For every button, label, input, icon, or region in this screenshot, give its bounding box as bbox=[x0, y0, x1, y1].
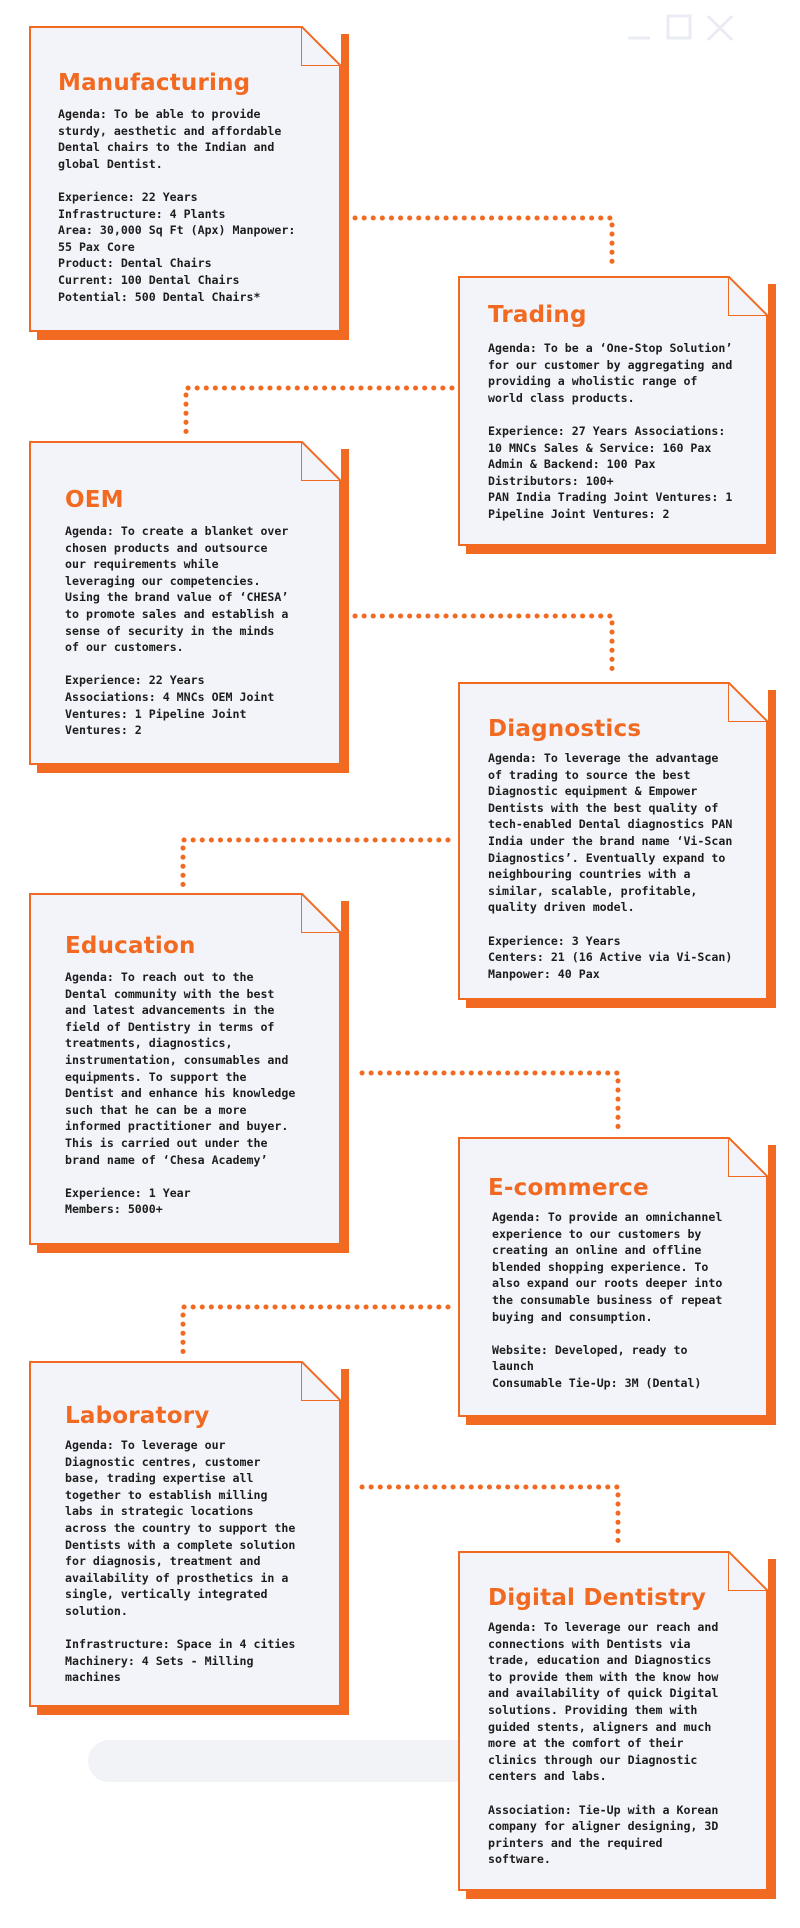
card-title: E-commerce bbox=[488, 1175, 649, 1201]
card-body: Agenda: To leverage the advantage of trading to source the best Diagnostic equipment & Empower Dentists with the best quality of tech-enabled Dental diagnostics PAN India under the brand name ‘Vi-Scan Diagnostics’. Eventually expand to neighbouring countries with a similar, scalable, profitable, quality driven model. Experience: 3 Years Centers: 21 (16 Active via Vi-Scan) Manpower: 40 Pax bbox=[488, 751, 733, 981]
card-title: Digital Dentistry bbox=[488, 1585, 707, 1611]
card-title: Diagnostics bbox=[488, 716, 642, 742]
connector-3 bbox=[355, 616, 612, 674]
page-fold-icon bbox=[301, 1361, 341, 1401]
connector-7 bbox=[362, 1487, 618, 1544]
card-body: Agenda: To be a ‘One-Stop Solution’ for our customer by aggregating and providing a wholistic range of world class products. Experience: 27 Years Associations: 10 MNCs Sales & Service: 160 Pax Admin & Backend: 100 Pax Distributors: 100+ PAN India Trading Joint Ventures: 1 Pipeline Joint Ventures: 2 bbox=[488, 341, 733, 521]
card-manufacturing bbox=[29, 26, 341, 332]
connector-5 bbox=[362, 1073, 618, 1130]
page-fold-icon bbox=[728, 1551, 768, 1591]
card-title: Laboratory bbox=[65, 1403, 210, 1429]
card-body: Agenda: To leverage our Diagnostic centres, customer base, trading expertise all together to establish milling labs in strategic locations across the country to support the Dentists with a complete solution for diagnosis, treatment and availability of prosthetics in a single, vertically integrated solution. Infrastructure: Space in 4 cities Machinery: 4 Sets - Milling machines bbox=[65, 1438, 296, 1685]
connector-6 bbox=[183, 1307, 448, 1352]
card-diagnostics bbox=[458, 682, 768, 1000]
card-body: Agenda: To leverage our reach and connections with Dentists via trade, education and Diagnostics to provide them with the know how and availability of quick Digital solutions. Providing them with guided stents, aligners and much more at the comfort of their clinics through our Diagnostic centers and labs. Association: Tie-Up with a Korean company for aligner designing, 3D printers and the required software. bbox=[488, 1620, 719, 1867]
card-trading bbox=[458, 276, 768, 546]
connector-2 bbox=[186, 388, 452, 434]
card-oem bbox=[29, 441, 341, 765]
page-fold-icon bbox=[301, 441, 341, 481]
card-body: Agenda: To reach out to the Dental community with the best and latest advancements in the field of Dentistry in terms of treatments, diagnostics, instrumentation, consumables and equipments. To support the Dentist and enhance his knowledge such that he can be a more informed practitioner and buyer. This is carried out under the brand name of ‘Chesa Academy’ Experience: 1 Year Members: 5000+ bbox=[65, 970, 296, 1217]
card-title: Manufacturing bbox=[58, 70, 251, 96]
card-body: Agenda: To create a blanket over chosen products and outsource our requirements while leveraging our competencies. Using the brand value of ‘CHESA’ to promote sales and establish a sense of security in the minds of our customers. Experience: 22 Years Associations: 4 MNCs OEM Joint Ventures: 1 Pipeline Joint Ventures: 2 bbox=[65, 524, 289, 738]
connector-1 bbox=[355, 218, 612, 266]
card-title: Trading bbox=[488, 302, 587, 328]
card-e-commerce bbox=[458, 1137, 768, 1417]
page-fold-icon bbox=[728, 276, 768, 316]
card-body: Agenda: To provide an omnichannel experience to our customers by creating an online and offline blended shopping experience. To also expand our roots deeper into the consumable business of repeat buying and consumption. Website: Developed, ready to launch Consumable Tie-Up: 3M (Dental) bbox=[492, 1210, 723, 1390]
card-title: Education bbox=[65, 933, 196, 959]
card-body: Agenda: To be able to provide sturdy, aesthetic and affordable Dental chairs to the Indian and global Dentist. Experience: 22 Years Infrastructure: 4 Plants Area: 30,000 Sq Ft (Apx) Manpower: 55 Pax Core Product: Dental Chairs Current: 100 Dental Chairs Potential: 500 Dental Chairs* bbox=[58, 107, 296, 304]
card-education bbox=[29, 893, 341, 1245]
connector-4 bbox=[183, 840, 448, 886]
page-fold-icon bbox=[301, 26, 341, 66]
card-digital-dentistry bbox=[458, 1551, 768, 1891]
card-laboratory bbox=[29, 1361, 341, 1707]
page-fold-icon bbox=[728, 1137, 768, 1177]
page-fold-icon bbox=[301, 893, 341, 933]
page-fold-icon bbox=[728, 682, 768, 722]
card-title: OEM bbox=[65, 487, 124, 513]
